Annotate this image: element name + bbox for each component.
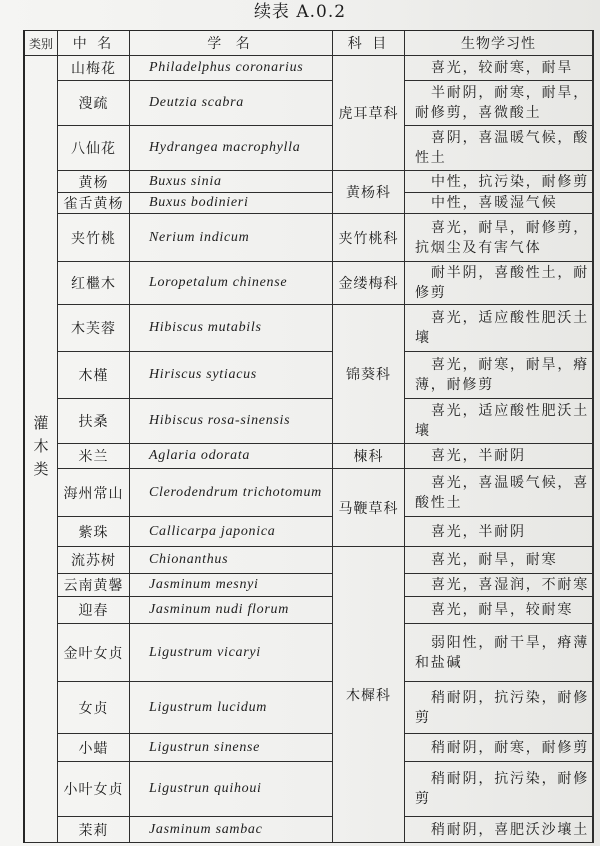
scientific-name: Ligustrun quihoui bbox=[149, 781, 262, 796]
chinese-name-cell bbox=[58, 547, 130, 574]
chinese-name: 小叶女贞 bbox=[63, 782, 124, 798]
scientific-name-cell bbox=[130, 517, 333, 547]
scientific-name: Hibiscus rosa-sinensis bbox=[149, 413, 291, 428]
biological-habit-cell bbox=[405, 56, 594, 81]
scientific-name-cell bbox=[130, 597, 333, 624]
family-name: 马鞭草科 bbox=[338, 500, 399, 517]
header-scientific-name: 学 名 bbox=[130, 31, 333, 56]
biological-habit-cell bbox=[405, 574, 594, 597]
header-chinese-name: 中 名 bbox=[58, 31, 130, 56]
plant-table bbox=[23, 30, 594, 843]
biological-habit-cell bbox=[405, 193, 594, 214]
scientific-name: Buxus bodinieri bbox=[149, 195, 249, 210]
biological-habit: 喜阴，喜温暖气候，酸性土 bbox=[415, 130, 589, 166]
scientific-name-cell bbox=[130, 171, 333, 193]
biological-habit: 喜光，半耐阴 bbox=[431, 448, 526, 464]
chinese-name: 山梅花 bbox=[71, 61, 116, 77]
scientific-name-cell bbox=[130, 469, 333, 517]
biological-habit: 喜光，耐寒，耐旱，瘠薄，耐修剪 bbox=[415, 357, 589, 393]
scientific-name-cell bbox=[130, 81, 333, 126]
scientific-name: Loropetalum chinense bbox=[149, 275, 288, 290]
header-biological-habit: 生物学习性 bbox=[405, 31, 594, 56]
scientific-name-cell bbox=[130, 262, 333, 305]
scientific-name-cell bbox=[130, 126, 333, 171]
chinese-name-cell bbox=[58, 734, 130, 762]
scientific-name: Jasminum nudi florum bbox=[149, 602, 289, 617]
scientific-name: Philadelphus coronarius bbox=[149, 60, 304, 75]
scientific-name: Aglaria odorata bbox=[149, 448, 251, 463]
scientific-name: Hydrangea macrophylla bbox=[149, 140, 301, 155]
chinese-name-cell bbox=[58, 399, 130, 444]
family-name: 虎耳草科 bbox=[338, 106, 399, 122]
biological-habit-cell bbox=[405, 305, 594, 352]
chinese-name: 茉莉 bbox=[78, 822, 109, 839]
chinese-name: 黄杨 bbox=[78, 174, 109, 191]
biological-habit: 中性，抗污染，耐修剪 bbox=[431, 173, 589, 190]
scientific-name-cell bbox=[130, 547, 333, 574]
chinese-name-cell bbox=[58, 56, 130, 81]
chinese-name-cell bbox=[58, 352, 130, 399]
chinese-name: 云南黄馨 bbox=[63, 578, 124, 594]
scientific-name: Chionanthus bbox=[149, 552, 229, 567]
biological-habit-cell bbox=[405, 624, 594, 682]
chinese-name-cell bbox=[58, 126, 130, 171]
family-name: 锦葵科 bbox=[346, 367, 391, 383]
family-cell bbox=[333, 547, 405, 843]
scientific-name-cell bbox=[130, 574, 333, 597]
family-cell bbox=[333, 444, 405, 469]
chinese-name: 扶桑 bbox=[78, 414, 109, 430]
scientific-name: Callicarpa japonica bbox=[149, 523, 276, 539]
chinese-name-cell bbox=[58, 305, 130, 352]
scientific-name-cell bbox=[130, 352, 333, 399]
biological-habit-cell bbox=[405, 597, 594, 624]
scientific-name-cell bbox=[130, 193, 333, 214]
chinese-name: 流苏树 bbox=[71, 553, 116, 569]
biological-habit: 弱阳性，耐干旱，瘠薄和盐碱 bbox=[415, 634, 589, 671]
biological-habit-cell bbox=[405, 171, 594, 193]
biological-habit: 喜光，喜温暖气候，喜酸性土 bbox=[415, 474, 589, 511]
scientific-name: Nerium indicum bbox=[149, 229, 250, 245]
chinese-name-cell bbox=[58, 81, 130, 126]
table-title: 续表 A.0.2 bbox=[253, 2, 347, 22]
biological-habit: 稍耐阴，耐寒，耐修剪 bbox=[431, 739, 589, 756]
biological-habit: 喜光，耐旱，较耐寒 bbox=[431, 602, 574, 618]
category-label: 灌木类 bbox=[31, 414, 50, 484]
family-cell bbox=[333, 214, 405, 262]
biological-habit: 稍耐阴，抗污染，耐修剪 bbox=[415, 689, 589, 726]
chinese-name: 金叶女贞 bbox=[63, 645, 124, 662]
biological-habit: 喜光，喜湿润，不耐寒 bbox=[431, 577, 589, 593]
chinese-name: 溲疏 bbox=[78, 96, 109, 112]
scientific-name-cell bbox=[130, 399, 333, 444]
chinese-name: 木芙蓉 bbox=[71, 321, 116, 337]
biological-habit-cell bbox=[405, 682, 594, 734]
chinese-name: 海州常山 bbox=[63, 485, 124, 502]
scientific-name: Deutzia scabra bbox=[149, 95, 244, 110]
biological-habit: 喜光，半耐阴 bbox=[431, 523, 526, 540]
biological-habit-cell bbox=[405, 762, 594, 817]
biological-habit-cell bbox=[405, 517, 594, 547]
scientific-name: Ligustrun sinense bbox=[149, 739, 261, 755]
biological-habit-cell bbox=[405, 547, 594, 574]
family-cell bbox=[333, 262, 405, 305]
biological-habit: 稍耐阴，抗污染，耐修剪 bbox=[415, 771, 589, 807]
scientific-name-cell bbox=[130, 762, 333, 817]
family-name: 木樨科 bbox=[346, 687, 391, 704]
biological-habit-cell bbox=[405, 81, 594, 126]
family-name: 夹竹桃科 bbox=[338, 230, 399, 247]
chinese-name: 雀舌黄杨 bbox=[63, 196, 124, 212]
family-cell bbox=[333, 56, 405, 171]
chinese-name-cell bbox=[58, 193, 130, 214]
chinese-name: 女贞 bbox=[78, 700, 109, 717]
biological-habit-cell bbox=[405, 126, 594, 171]
biological-habit: 喜光，耐旱，耐寒 bbox=[431, 552, 558, 568]
biological-habit: 稍耐阴，喜肥沃沙壤土 bbox=[431, 821, 589, 838]
chinese-name: 夹竹桃 bbox=[71, 230, 116, 247]
biological-habit: 半耐阴，耐寒，耐旱，耐修剪，喜微酸土 bbox=[415, 85, 589, 121]
biological-habit-cell bbox=[405, 817, 594, 843]
chinese-name-cell bbox=[58, 214, 130, 262]
chinese-name: 八仙花 bbox=[71, 141, 116, 157]
chinese-name-cell bbox=[58, 469, 130, 517]
chinese-name-cell bbox=[58, 624, 130, 682]
chinese-name-cell bbox=[58, 597, 130, 624]
biological-habit: 喜光，适应酸性肥沃土壤 bbox=[415, 403, 589, 439]
scientific-name-cell bbox=[130, 682, 333, 734]
chinese-name: 紫珠 bbox=[78, 524, 109, 541]
family-name: 楝科 bbox=[353, 449, 384, 465]
biological-habit-cell bbox=[405, 214, 594, 262]
chinese-name-cell bbox=[58, 762, 130, 817]
scientific-name: Hibiscus mutabils bbox=[149, 320, 262, 335]
scientific-name: Jasminum sambac bbox=[149, 821, 263, 837]
scientific-name: Hiriscus sytiacus bbox=[149, 367, 257, 382]
scientific-name: Buxus sinia bbox=[149, 173, 222, 189]
chinese-name-cell bbox=[58, 171, 130, 193]
chinese-name: 木槿 bbox=[78, 368, 109, 384]
biological-habit: 喜光，适应酸性肥沃土壤 bbox=[415, 310, 589, 346]
biological-habit-cell bbox=[405, 262, 594, 305]
biological-habit: 耐半阴，喜酸性土，耐修剪 bbox=[415, 265, 589, 301]
biological-habit-cell bbox=[405, 399, 594, 444]
chinese-name-cell bbox=[58, 682, 130, 734]
biological-habit: 喜光，较耐寒，耐旱 bbox=[431, 60, 574, 76]
chinese-name: 迎春 bbox=[78, 603, 109, 619]
family-name: 黄杨科 bbox=[346, 185, 391, 201]
family-name: 金缕梅科 bbox=[338, 276, 399, 292]
scientific-name: Ligustrum vicaryi bbox=[149, 644, 261, 660]
chinese-name-cell bbox=[58, 517, 130, 547]
scientific-name-cell bbox=[130, 56, 333, 81]
scientific-name-cell bbox=[130, 214, 333, 262]
biological-habit: 喜光，耐旱，耐修剪，抗烟尘及有害气体 bbox=[415, 219, 589, 256]
scientific-name-cell bbox=[130, 624, 333, 682]
chinese-name-cell bbox=[58, 262, 130, 305]
chinese-name-cell bbox=[58, 444, 130, 469]
family-cell bbox=[333, 171, 405, 214]
scientific-name: Jasminum mesnyi bbox=[149, 577, 259, 592]
scientific-name-cell bbox=[130, 305, 333, 352]
biological-habit: 中性，喜暖湿气候 bbox=[431, 195, 558, 211]
scientific-name-cell bbox=[130, 817, 333, 843]
chinese-name: 红檵木 bbox=[71, 276, 116, 292]
category-cell bbox=[25, 56, 58, 843]
biological-habit-cell bbox=[405, 352, 594, 399]
chinese-name-cell bbox=[58, 574, 130, 597]
family-cell bbox=[333, 469, 405, 547]
biological-habit-cell bbox=[405, 469, 594, 517]
scientific-name: Clerodendrum trichotomum bbox=[149, 484, 322, 500]
header-family: 科 目 bbox=[333, 31, 405, 56]
header-category: 类别 bbox=[25, 31, 58, 56]
scientific-name-cell bbox=[130, 734, 333, 762]
biological-habit-cell bbox=[405, 444, 594, 469]
family-cell bbox=[333, 305, 405, 444]
chinese-name-cell bbox=[58, 817, 130, 843]
scientific-name: Ligustrum lucidum bbox=[149, 699, 268, 715]
biological-habit-cell bbox=[405, 734, 594, 762]
chinese-name: 小蜡 bbox=[78, 740, 109, 757]
chinese-name: 米兰 bbox=[78, 449, 109, 465]
scientific-name-cell bbox=[130, 444, 333, 469]
